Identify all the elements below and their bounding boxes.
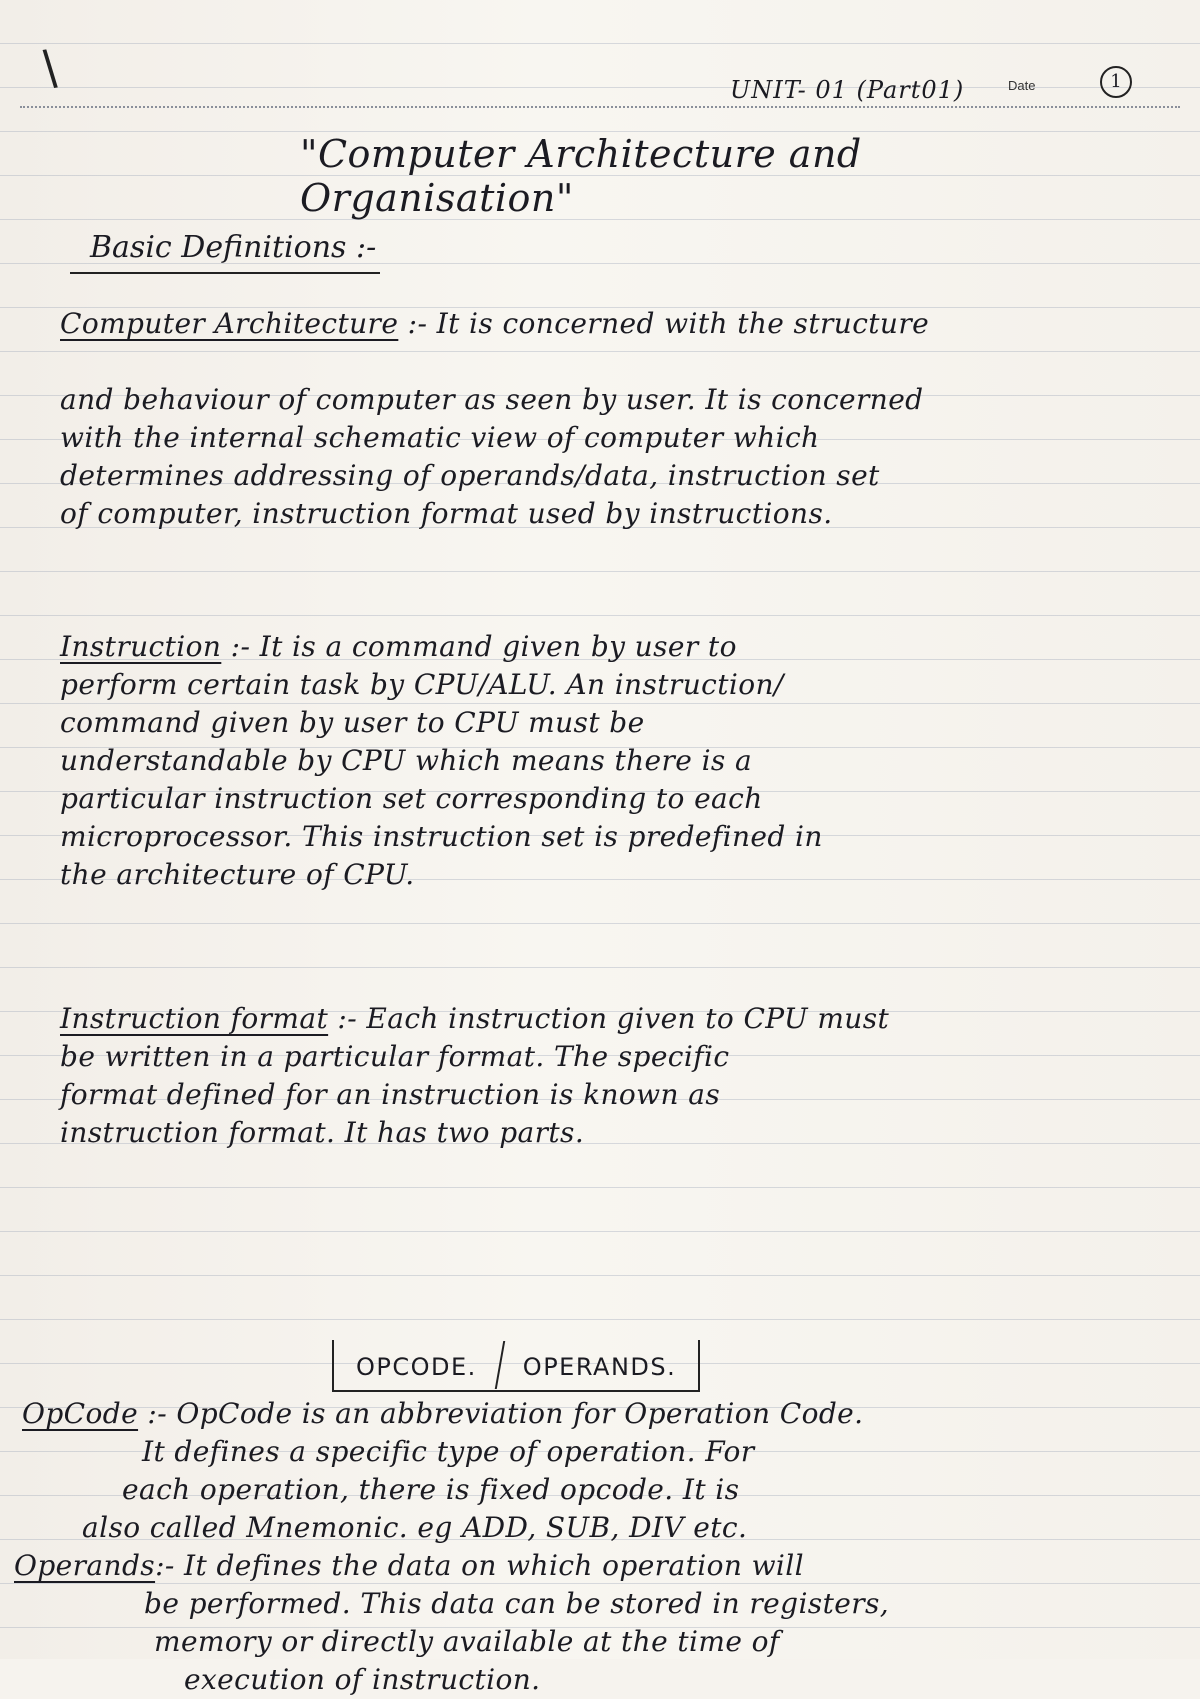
section-heading: Basic Definitions :- — [90, 230, 377, 265]
definition-text: :- Each instruction given to CPU must — [328, 1002, 890, 1035]
definition-line: memory or directly available at the time of — [154, 1625, 780, 1658]
definition-line: It defines a specific type of operation. For — [142, 1435, 755, 1468]
page-number: 1 — [1100, 66, 1132, 98]
definition-term: Instruction — [60, 630, 222, 663]
definition-line: be performed. This data can be stored in registers, — [144, 1587, 890, 1620]
definition-line: perform certain task by CPU/ALU. An instruction/ — [60, 668, 784, 701]
unit-label: UNIT- 01 (Part01) — [730, 76, 965, 104]
definition-line: be written in a particular format. The specific — [60, 1040, 730, 1073]
definition-term: Computer Architecture — [60, 307, 399, 340]
definition-instruction-format — [60, 1000, 1150, 1152]
definition-line: particular instruction set corresponding to each — [60, 782, 763, 815]
definition-text: :- It is concerned with the structure — [398, 307, 930, 340]
opcode-cell: OPCODE. — [356, 1353, 477, 1381]
definition-operands — [14, 1547, 1104, 1699]
definition-opcode — [22, 1395, 1112, 1547]
definition-line — [14, 1547, 1104, 1585]
definition-line: microprocessor. This instruction set is predefined in — [60, 820, 823, 853]
operands-cell: OPERANDS. — [522, 1353, 677, 1381]
definition-text: :- It defines the data on which operation will — [155, 1549, 804, 1582]
definition-line: of computer, instruction format used by instructions. — [60, 497, 833, 530]
date-label: Date — [1008, 78, 1036, 93]
definition-computer-architecture — [60, 305, 1150, 533]
definition-text: :- It is a command given by user to — [221, 630, 737, 663]
definition-line — [60, 305, 1150, 343]
definition-line: command given by user to CPU must be — [60, 706, 645, 739]
instruction-format-box — [332, 1340, 700, 1392]
definition-line: understandable by CPU which means there is a — [60, 744, 753, 777]
definition-line: determines addressing of operands/data, instruction set — [60, 459, 880, 492]
definition-line: also called Mnemonic. eg ADD, SUB, DIV etc. — [82, 1511, 748, 1544]
definition-line — [60, 628, 1150, 666]
definition-line — [22, 1395, 1112, 1433]
definition-term: Instruction format — [60, 1002, 329, 1035]
page-title: "Computer Architecture and Organisation" — [300, 132, 862, 220]
corner-mark: \ — [37, 39, 63, 97]
definition-term: Operands — [14, 1549, 156, 1582]
definition-line: and behaviour of computer as seen by user. It is concerned — [60, 383, 924, 416]
definition-term: OpCode — [22, 1397, 139, 1430]
definition-line — [60, 1000, 1150, 1038]
definition-line: instruction format. It has two parts. — [60, 1116, 585, 1149]
definition-line: each operation, there is fixed opcode. It is — [122, 1473, 740, 1506]
definition-text: :- OpCode is an abbreviation for Operation Code. — [138, 1397, 864, 1430]
definition-instruction — [60, 628, 1150, 894]
heading-underline — [70, 272, 380, 274]
header-rule — [20, 106, 1180, 108]
definition-line: execution of instruction. — [184, 1663, 541, 1696]
definition-line: format defined for an instruction is known as — [60, 1078, 721, 1111]
definition-line: with the internal schematic view of computer which — [60, 421, 820, 454]
definition-line: the architecture of CPU. — [60, 858, 415, 891]
